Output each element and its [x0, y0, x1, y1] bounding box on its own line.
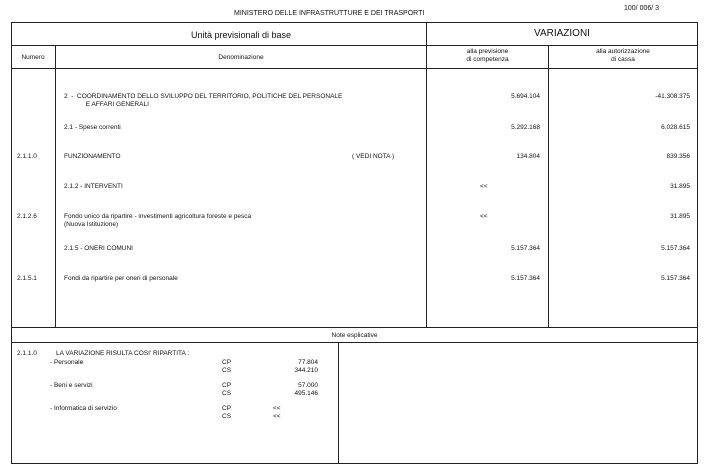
- note-item-cs-value: 344.210: [294, 367, 318, 374]
- notes-heading: LA VARIAZIONE RISULTA COSI' RIPARTITA :: [56, 350, 190, 357]
- row-competenza: <<: [480, 183, 488, 190]
- row-competenza: 5.157.364: [511, 275, 540, 282]
- page-code: 100/ 006/ 3: [624, 5, 660, 12]
- row-numero: 2.1.2.6: [17, 213, 37, 220]
- row-competenza: 5.157.364: [511, 245, 540, 252]
- note-item-cp-value: 77.804: [298, 359, 318, 366]
- row-cassa: -41.308.375: [655, 93, 690, 100]
- note-item-cp-label: CP: [222, 382, 232, 389]
- col-cassa-header: alla autorizzazione di cassa: [596, 48, 650, 63]
- col-numero-header: Numero: [21, 54, 45, 61]
- row-cassa: 31.895: [670, 183, 690, 190]
- variazioni-header: VARIAZIONI: [534, 28, 590, 39]
- row-numero: 2.1.1.0: [17, 153, 37, 160]
- main-table: [11, 22, 698, 464]
- note-item-cp-label: CP: [222, 405, 232, 412]
- row-denominazione: FUNZIONAMENTO: [64, 153, 121, 160]
- row-cassa: 6.028.615: [661, 124, 690, 131]
- row-cassa: 5.157.364: [661, 245, 690, 252]
- vedi-nota-label: ( VEDI NOTA ): [352, 153, 395, 160]
- row-competenza: <<: [480, 213, 488, 220]
- note-item-cs-label: CS: [222, 367, 232, 374]
- row-cassa: 839.356: [666, 153, 690, 160]
- row-cassa: 5.157.364: [661, 275, 690, 282]
- row-denominazione: 2.1 - Spese correnti: [64, 124, 121, 131]
- note-item-cs-value: 495.146: [294, 390, 318, 397]
- notes-code: 2.1.1.0: [17, 350, 37, 357]
- unita-previsionali-header: Unità previsionali di base: [190, 30, 292, 40]
- note-item-label: - Beni e servizi: [50, 382, 93, 389]
- row-denominazione: Fondi da ripartire per oneri di personale: [64, 275, 178, 282]
- note-item-label: - Informatica di servizio: [50, 405, 117, 412]
- note-item-label: - Personale: [50, 359, 84, 366]
- col-denominazione-header: Denominazione: [218, 54, 264, 61]
- row-competenza: 5.694.104: [511, 93, 540, 100]
- note-item-cs-label: CS: [222, 413, 232, 420]
- row-cassa: 31.895: [670, 213, 690, 220]
- row-denominazione: 2 - COORDINAMENTO DELLO SVILUPPO DEL TERRITORIO, POLITICHE DEL PERSONALE E AFFARI GENERALI: [64, 93, 343, 108]
- row-denominazione: 2.1.2 - INTERVENTI: [64, 183, 123, 190]
- row-denominazione: 2.1.5 - ONERI COMUNI: [64, 245, 133, 252]
- note-item-cs-label: CS: [222, 390, 232, 397]
- row-competenza: 5.292.168: [511, 124, 540, 131]
- ministry-title: MINISTERO DELLE INFRASTRUTTURE E DEI TRASPORTI: [234, 10, 425, 17]
- col-competenza-header: alla previsione di competenza: [466, 48, 509, 63]
- note-item-cp-value: <<: [273, 405, 281, 412]
- note-item-cp-label: CP: [222, 359, 232, 366]
- row-numero: 2.1.5.1: [17, 275, 37, 282]
- notes-title: Note esplicative: [331, 332, 378, 339]
- row-competenza: 134.804: [516, 153, 540, 160]
- note-item-cs-value: <<: [273, 413, 281, 420]
- note-item-cp-value: 57.000: [298, 382, 318, 389]
- row-denominazione: Fondo unico da ripartire - investimenti agricoltura foreste e pesca (Nuova Istituzione): [64, 213, 252, 228]
